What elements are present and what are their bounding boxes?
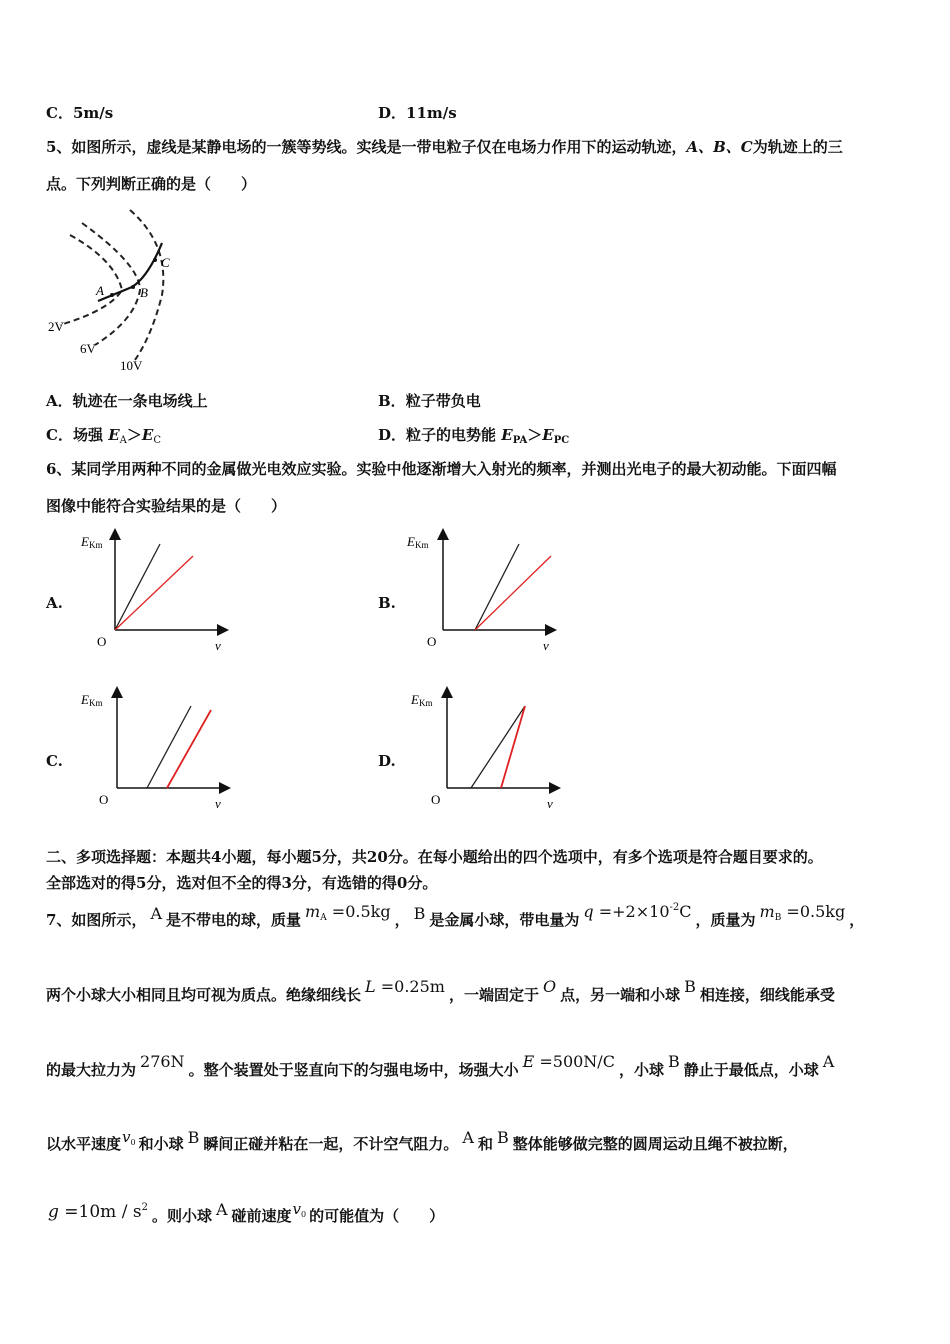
point-a-dot bbox=[110, 293, 114, 297]
option-text: 粒子带负电 bbox=[405, 392, 481, 410]
label-a: A bbox=[96, 283, 104, 298]
q4-option-c bbox=[46, 104, 113, 122]
q7-line5 bbox=[48, 1200, 445, 1226]
option-text: 11m/s bbox=[406, 104, 457, 122]
length-formula: L =0.25m bbox=[365, 977, 445, 996]
symbol-e: E bbox=[141, 426, 154, 444]
text: 7、如图所示， bbox=[46, 911, 147, 929]
text: 。则小球 bbox=[151, 1207, 212, 1225]
subscript: C bbox=[153, 435, 161, 446]
q6-graph-a bbox=[75, 528, 235, 658]
q6-option-b-key: B. bbox=[378, 594, 396, 612]
label-6v: 6V bbox=[80, 341, 96, 356]
black-line bbox=[147, 706, 191, 788]
q6-option-c-key: C. bbox=[46, 752, 63, 770]
symbol-a: A bbox=[150, 904, 163, 923]
option-text: 粒子的电势能 bbox=[406, 426, 497, 444]
option-key: A． bbox=[46, 392, 73, 410]
equipotential-6v bbox=[82, 223, 140, 345]
q6-graph-b bbox=[403, 528, 563, 658]
equipotential-2v bbox=[60, 235, 122, 325]
q5-points: A、B、C bbox=[686, 138, 753, 156]
q5-stem-line2: 点。下列判断正确的是（ ） bbox=[46, 175, 257, 193]
text: 点，另一端和小球 bbox=[560, 986, 681, 1004]
text: 和 bbox=[477, 1135, 493, 1153]
text: ，质量为 bbox=[695, 911, 756, 929]
subscript: PC bbox=[553, 435, 570, 446]
text: 以水平速度 bbox=[46, 1135, 122, 1153]
red-line bbox=[167, 710, 211, 788]
x-label: ν bbox=[543, 638, 549, 653]
y-label: EKm bbox=[81, 534, 103, 550]
tension-value: 276N bbox=[140, 1052, 185, 1071]
q6-stem-line2: 图像中能符合实验结果的是（ ） bbox=[46, 497, 287, 515]
q5-stem-line1 bbox=[46, 138, 843, 156]
trajectory-line bbox=[98, 243, 162, 301]
y-label: EKm bbox=[411, 692, 433, 708]
charge-formula: $q =+2\times 10^{-2}C$ bbox=[583, 902, 692, 921]
q5-option-d bbox=[378, 426, 569, 444]
q6-stem-line1: 6、某同学用两种不同的金属做光电效应实验。实验中他逐渐增大入射光的频率，并测出光电子的最大初动能。下面四幅 bbox=[46, 460, 837, 478]
q5-option-a bbox=[46, 392, 208, 410]
section2-line2: 全部选对的得5分，选对但不全的得3分，有选错的得0分。 bbox=[46, 874, 438, 892]
text: 相连接，细线能承受 bbox=[699, 986, 835, 1004]
mass-b-formula: mB =0.5kg bbox=[759, 902, 846, 923]
symbol-e: E bbox=[108, 426, 120, 444]
y-label: EKm bbox=[407, 534, 429, 550]
text: 静止于最低点，小球 bbox=[683, 1061, 819, 1079]
symbol-b: B bbox=[413, 904, 426, 923]
option-key: B． bbox=[378, 392, 406, 410]
q7-line4 bbox=[46, 1128, 798, 1153]
q6-graph-c bbox=[77, 686, 237, 816]
origin-label: O bbox=[427, 634, 437, 649]
text: 碰前速度 bbox=[231, 1207, 292, 1225]
text: 的可能值为（ ） bbox=[309, 1207, 445, 1225]
origin-label: O bbox=[431, 792, 441, 807]
field-formula: E =500N/C bbox=[522, 1052, 615, 1071]
text: 是金属小球，带电量为 bbox=[429, 911, 580, 929]
mass-a-formula: mA =0.5kg bbox=[305, 902, 391, 923]
q5-option-b bbox=[378, 392, 481, 410]
text: 瞬间正碰并粘在一起，不计空气阻力。 bbox=[203, 1135, 459, 1153]
symbol-e: E bbox=[501, 426, 513, 444]
text: 两个小球大小相同且均可视为质点。绝缘细线长 bbox=[46, 986, 362, 1004]
text: ，一端固定于 bbox=[448, 986, 539, 1004]
text: ， bbox=[394, 911, 410, 929]
option-key: D． bbox=[378, 104, 407, 122]
text: 整体能够做完整的圆周运动且绳不被拉断， bbox=[512, 1135, 798, 1153]
q7-line1 bbox=[46, 902, 865, 929]
symbol-a: A bbox=[215, 1200, 228, 1219]
label-2v: 2V bbox=[48, 319, 64, 334]
text: 和小球 bbox=[138, 1135, 184, 1153]
black-line bbox=[471, 706, 525, 788]
label-c: C bbox=[161, 255, 170, 270]
option-key: C． bbox=[46, 426, 73, 444]
option-key: C． bbox=[46, 104, 73, 122]
text: ， bbox=[849, 911, 865, 929]
red-line bbox=[115, 556, 193, 630]
point-b-dot bbox=[131, 285, 135, 289]
q6-option-d-key: D. bbox=[378, 752, 396, 770]
q6-option-a-key: A. bbox=[46, 594, 63, 612]
text: 。整个装置处于竖直向下的匀强电场中，场强大小 bbox=[188, 1061, 519, 1079]
text: ，小球 bbox=[618, 1061, 664, 1079]
symbol-o: O bbox=[542, 977, 557, 996]
q5-text: 5、如图所示，虚线是某静电场的一簇等势线。实线是一带电粒子仅在电场力作用下的运动轨迹， bbox=[46, 138, 687, 156]
symbol-b: B bbox=[684, 977, 696, 996]
text: 是不带电的球，质量 bbox=[166, 911, 302, 929]
origin-label: O bbox=[97, 634, 107, 649]
operator: ＞ bbox=[527, 426, 543, 444]
operator: ＞ bbox=[126, 426, 142, 444]
symbol-b: B bbox=[496, 1128, 509, 1147]
label-10v: 10V bbox=[120, 358, 143, 373]
q6-graph-d bbox=[407, 686, 567, 816]
symbol-a: A bbox=[822, 1052, 835, 1071]
symbol-b: B bbox=[187, 1128, 200, 1147]
subscript: PA bbox=[512, 435, 528, 446]
q7-line2 bbox=[46, 977, 835, 1004]
option-text: 5m/s bbox=[72, 104, 114, 122]
y-label: EKm bbox=[81, 692, 103, 708]
symbol-a: A bbox=[462, 1128, 474, 1147]
q5-text-end: 为轨迹上的三 bbox=[752, 138, 843, 156]
origin-label: O bbox=[99, 792, 109, 807]
section2-line1: 二、多项选择题：本题共4小题，每小题5分，共20分。在每小题给出的四个选项中，有多个选项是符合题目要求的。 bbox=[46, 848, 823, 866]
q7-line3 bbox=[46, 1052, 838, 1079]
q5-figure bbox=[40, 205, 190, 375]
text: 的最大拉力为 bbox=[46, 1061, 137, 1079]
subscript: A bbox=[119, 435, 127, 446]
v0-symbol: $v_0$ bbox=[292, 1200, 307, 1219]
option-text: 场强 bbox=[72, 426, 103, 444]
black-line bbox=[115, 544, 160, 630]
red-line bbox=[501, 706, 525, 788]
symbol-e: E bbox=[542, 426, 554, 444]
x-label: ν bbox=[547, 796, 553, 811]
red-line bbox=[475, 556, 551, 630]
black-line bbox=[475, 544, 519, 630]
option-key: D． bbox=[378, 426, 407, 444]
x-label: ν bbox=[215, 638, 221, 653]
v0-symbol: $v_0$ bbox=[122, 1128, 136, 1147]
x-label: ν bbox=[215, 796, 221, 811]
q4-option-d bbox=[378, 104, 457, 122]
gravity-formula: $g =10m / s^2$ bbox=[48, 1202, 148, 1222]
point-c-dot bbox=[153, 258, 157, 262]
symbol-b: B bbox=[667, 1052, 680, 1071]
q5-option-c bbox=[46, 426, 161, 444]
label-b: B bbox=[140, 285, 148, 300]
option-text: 轨迹在一条电场线上 bbox=[72, 392, 208, 410]
